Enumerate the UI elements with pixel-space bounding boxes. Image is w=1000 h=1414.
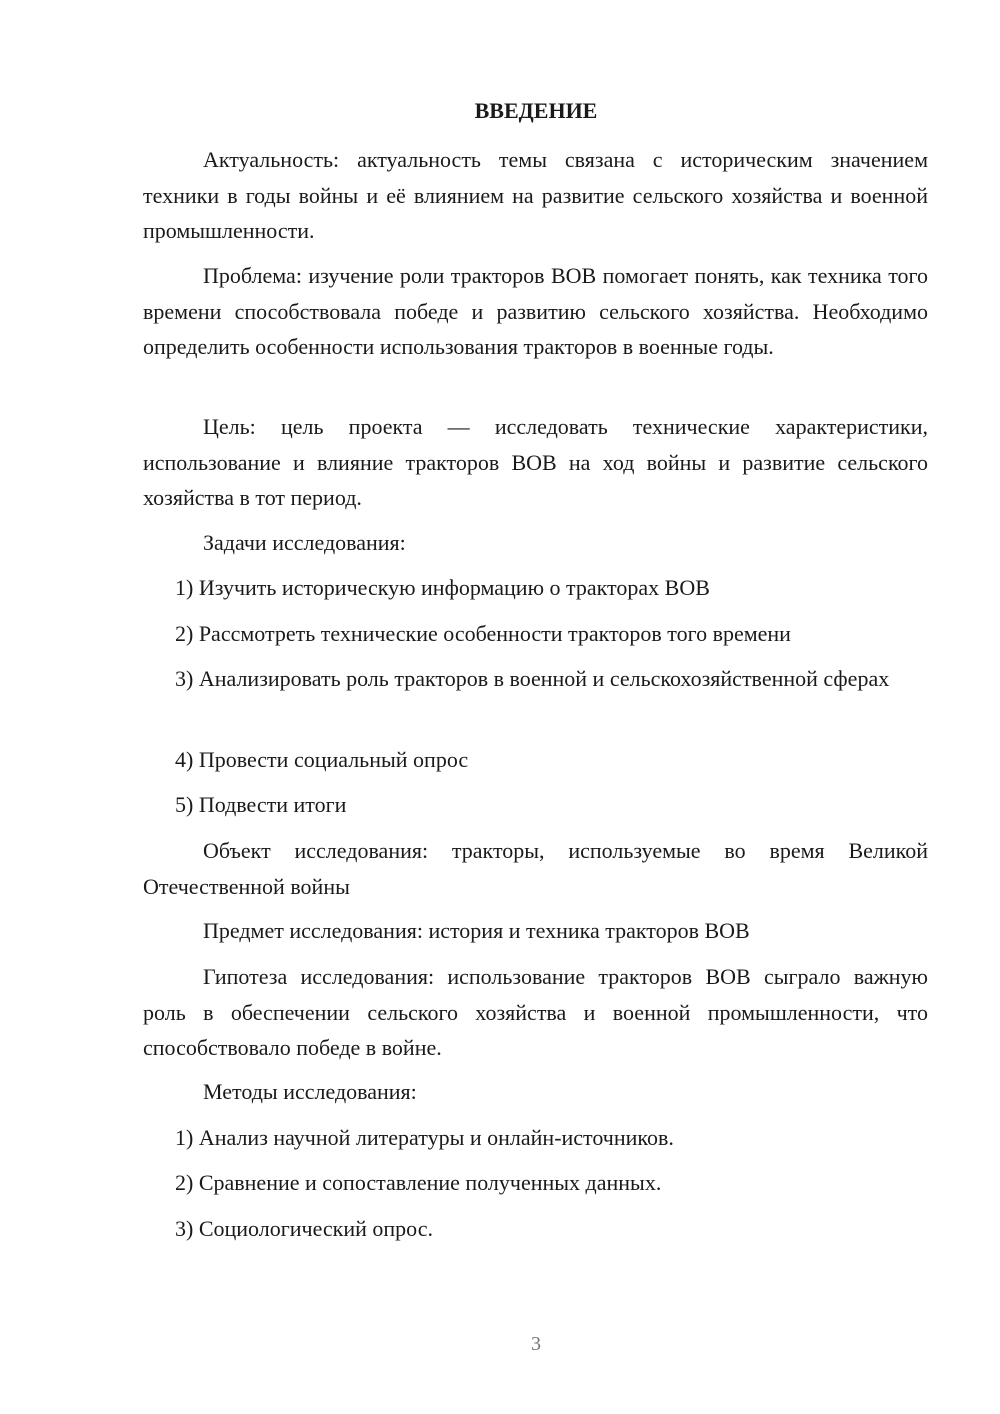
problem-paragraph: Проблема: изучение роли тракторов ВОВ помогает понять, как техника того времени способствовала победе и развитию сельского хозяйства. Необходимо определить особенности использования тракторов в военные годы. bbox=[143, 263, 928, 359]
page-number: 3 bbox=[531, 1333, 541, 1355]
method-item: 1) Анализ научной литературы и онлайн-источников. bbox=[175, 1125, 674, 1150]
method-item: 2) Сравнение и сопоставление полученных данных. bbox=[175, 1170, 662, 1195]
subject-paragraph: Предмет исследования: история и техника тракторов ВОВ bbox=[203, 918, 750, 943]
object-paragraph: Объект исследования: тракторы, используемые во время Великой Отечественной войны bbox=[143, 838, 928, 899]
method-item: 3) Социологический опрос. bbox=[175, 1216, 433, 1241]
task-item: 4) Провести социальный опрос bbox=[175, 747, 469, 772]
methods-heading: Методы исследования: bbox=[203, 1079, 417, 1104]
task-item: 3) Анализировать роль тракторов в военной и сельскохозяйственной сферах bbox=[175, 666, 890, 691]
task-item: 5) Подвести итоги bbox=[175, 792, 347, 817]
task-item: 2) Рассмотреть технические особенности тракторов того времени bbox=[175, 621, 791, 646]
goal-paragraph: Цель: цель проекта — исследовать технические характеристики, использование и влияние тракторов ВОВ на ход войны и развитие сельского хозяйства в тот период. bbox=[143, 414, 928, 510]
section-title: ВВЕДЕНИЕ bbox=[474, 98, 598, 123]
relevance-paragraph: Актуальность: актуальность темы связана с историческим значением техники в годы войны и её влиянием на развитие сельского хозяйства и военной промышленности. bbox=[143, 147, 928, 243]
tasks-heading: Задачи исследования: bbox=[203, 530, 406, 555]
task-item: 1) Изучить историческую информацию о тракторах ВОВ bbox=[175, 575, 710, 600]
hypothesis-paragraph: Гипотеза исследования: использование тракторов ВОВ сыграло важную роль в обеспечении сельского хозяйства и военной промышленности, что способствовало победе в войне. bbox=[143, 964, 928, 1060]
